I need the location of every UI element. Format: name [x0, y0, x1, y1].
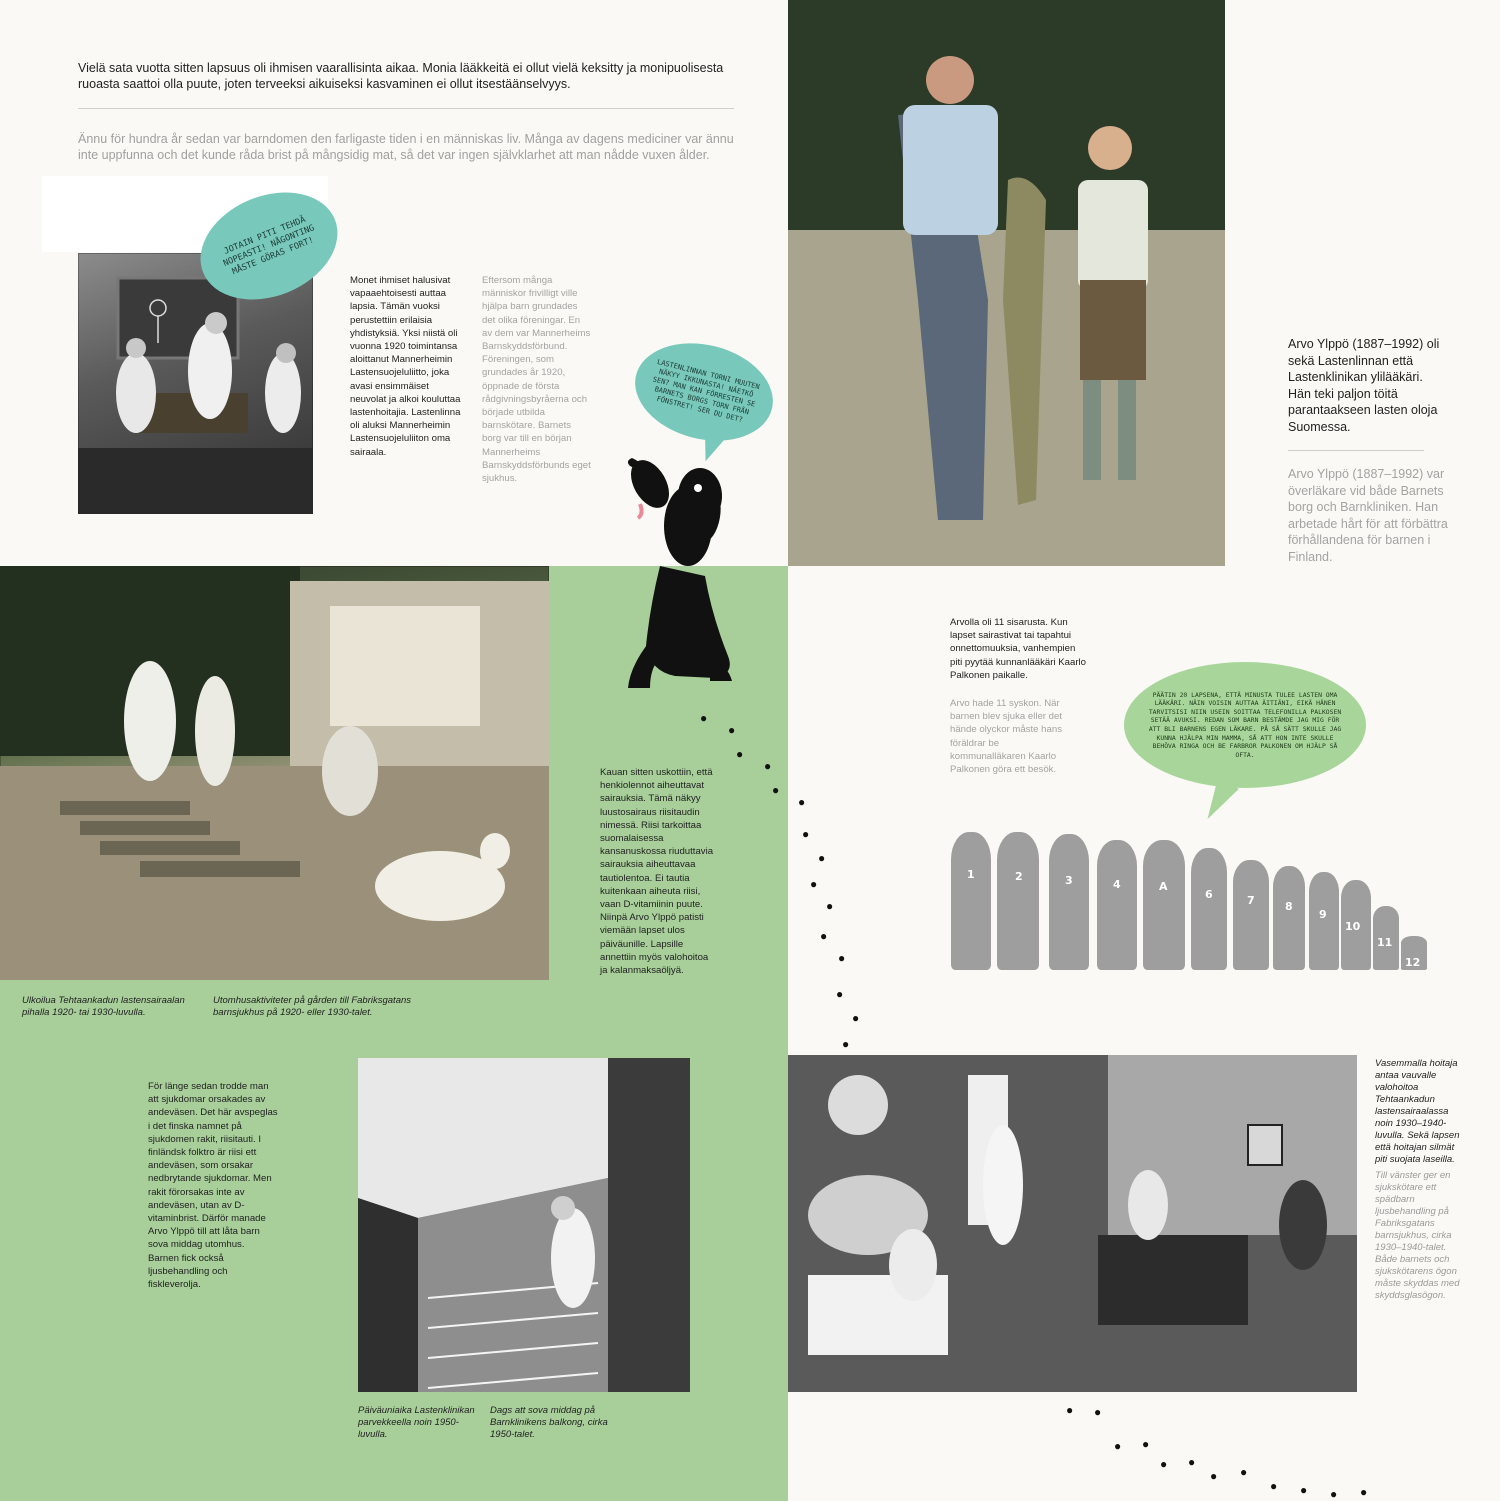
- paw-print-icon: ●: [1270, 1479, 1278, 1493]
- paw-print-icon: ●: [1094, 1405, 1102, 1419]
- sibling-number-4: 4: [1113, 878, 1121, 891]
- balcony-caption-fi: Päiväuniaika Lastenklinikan parvekkeella noin 1950-luvulla.: [358, 1405, 475, 1440]
- sibling-number-7: 7: [1247, 894, 1255, 907]
- sibling-number-10: 10: [1345, 920, 1361, 933]
- paw-print-icon: ●: [838, 951, 846, 965]
- paw-print-icon: ●: [772, 783, 780, 797]
- paw-print-icon: ●: [818, 851, 826, 865]
- paw-print-icon: ●: [798, 795, 806, 809]
- siblings-text-sv: Arvo hade 11 syskon. När barnen blev sjuka eller det hände olyckor måste hans föräldrar be kommunalläkaren Kaarlo Palkonen göra ett besök.: [950, 698, 1062, 776]
- sibling-number-6: 6: [1205, 888, 1213, 901]
- speech-bubble-teacher-text: JOTAIN PITI TEHDÄ NOPEASTI! NÅGONTING MÅSTE GÖRAS FORT!: [221, 214, 316, 277]
- paw-print-icon: ●: [1066, 1403, 1074, 1417]
- light-treatment-caption-fi: Vasemmalla hoitaja antaa vauvalle valohoitoa Tehtaankadun lastensairaalassa noin 1930–1940-luvulla. Sekä lapsen että hoitajan silmät piti suojata laseilla.: [1375, 1058, 1460, 1165]
- paw-print-icon: ●: [1360, 1485, 1368, 1499]
- sibling-number-3: 3: [1065, 874, 1073, 887]
- rickets-text-fi: Kauan sitten uskottiin, että henkiolennot aiheuttavat sairauksia. Tämä näkyy luustosairaus riisitaudin nimessä. Riisi tarkoittaa suomalaisessa kansanuskossa riuduttavia sairauksia aiheuttavaa tautiolentoa. Ei tautia kuitenkaan aiheuta riisi, vaan D-vitamiinin puute. Niinpä Arvo Ylppö patisti viemään lapset ulos päiväunille. Lapsille annettiin myös valohoitoa ja kalanmaksaöljyä.: [600, 767, 714, 977]
- paw-print-icon: ●: [1142, 1437, 1150, 1451]
- outdoor-caption-sv: Utomhusaktiviteter på gården till Fabriksgatans barnsjukhus på 1920- eller 1930-talet.: [213, 995, 412, 1018]
- intro-text-sv: Ännu för hundra år sedan var barndomen den farligaste tiden i en människas liv. Många av dagens mediciner var ännu inte uppfunna och det kunde råda brist på mångsidig mat, så det var ingen självklarhet att man nådde vuxen ålder.: [78, 132, 734, 162]
- sibling-number-9: 9: [1319, 908, 1327, 921]
- paw-print-icon: ●: [836, 987, 844, 1001]
- sibling-number-11: 11: [1377, 936, 1393, 949]
- paw-print-icon: ●: [1300, 1483, 1308, 1497]
- sibling-number-a: A: [1159, 880, 1168, 893]
- paw-print-icon: ●: [852, 1011, 860, 1025]
- paw-print-icon: ●: [728, 723, 736, 737]
- mannerheim-text-fi: Monet ihmiset halusivat vapaaehtoisesti auttaa lapsia. Tämän vuoksi perustettiin erilaisia yhdistyksiä. Yksi niistä oli vuonna 1920 toimintansa aloittanut Mannerheimin Lastensuojeluliitto, joka avasi ensimmäiset neuvolat ja alkoi kouluttaa lastenhoitajia. Lastenlinna oli aluksi Mannerheimin Lastensuojeluliiton oma sairaala.: [350, 275, 461, 458]
- paw-print-icon: ●: [1188, 1455, 1196, 1469]
- paw-print-icon: ●: [802, 827, 810, 841]
- paw-print-icon: ●: [736, 747, 744, 761]
- sibling-number-8: 8: [1285, 900, 1293, 913]
- ylppo-text-sv: Arvo Ylppö (1887–1992) var överläkare vid både Barnets borg och Barnkliniken. Han arbetade hårt för att förbättra förhållandena för barnen i Finland.: [1288, 467, 1448, 564]
- paw-print-icon: ●: [764, 759, 772, 773]
- paw-print-icon: ●: [1114, 1439, 1122, 1453]
- sibling-number-12: 12: [1405, 956, 1421, 969]
- paw-print-icon: ●: [810, 877, 818, 891]
- outdoor-caption-fi: Ulkoilua Tehtaankadun lastensairaalan pihalla 1920- tai 1930-luvulla.: [22, 995, 185, 1018]
- rickets-text-sv: För länge sedan trodde man att sjukdomar orsakades av andeväsen. Det här avspeglas i det finska namnet på sjukdomen rakit, riisitauti. I finländsk folktro är riisi ett andeväsen, som orsakar nedbrytande sjukdomar. Men rakit förorsakas inte av andeväsen, utan av D-vitaminbrist. Därför manade Arvo Ylppö till att låta barn sova middag utomhus. Barnen fick också ljusbehandling och fiskleverolja.: [148, 1081, 278, 1291]
- balcony-caption-sv: Dags att sova middag på Barnklinikens balkong, cirka 1950-talet.: [490, 1405, 608, 1440]
- paw-print-icon: ●: [700, 711, 708, 725]
- siblings-text-fi: Arvolla oli 11 sisarusta. Kun lapset sairastivat tai tapahtui onnettomuuksia, vanhempien piti pyytää kunnanlääkäri Kaarlo Palkonen paikalle.: [950, 617, 1086, 681]
- paw-print-icon: ●: [1330, 1487, 1338, 1501]
- paw-print-icon: ●: [1240, 1465, 1248, 1479]
- light-treatment-caption-sv: Till vänster ger en sjukskötare ett spädbarn ljusbehandling på Fabriksgatans barnsjukhus, cirka 1930–1940-talet. Både barnets och sjukskötarens ögon måste skyddas med skyddsglasögon.: [1375, 1170, 1460, 1301]
- ylppo-text-fi: Arvo Ylppö (1887–1992) oli sekä Lastenlinnan että Lastenklinikan ylilääkäri. Hän teki paljon töitä parantaakseen lasten oloja Suomessa.: [1288, 337, 1440, 434]
- paw-print-icon: ●: [1210, 1469, 1218, 1483]
- sibling-number-2: 2: [1015, 870, 1023, 883]
- speech-bubble-ylppo-text: PÄÄTIN 20 LAPSENA, ETTÄ MINUSTA TULEE LASTEN OMA LÄÄKÄRI. NÄIN VOISIN AUTTAA ÄITIÄNI, EIKÄ HÄNEN TARVITSISI NIIN USEIN SOITTAA TELEFONILLA PALKOSEN SETÄÄ AVUKSI. REDAN SOM BARN BESTÄMDE JAG MIG FÖR ATT BLI BARNENS EGEN LÄKARE. PÅ SÅ SÄTT SKULLE JAG KUNNA HJÄLPA MIN MAMMA, SÅ ATT HON INTE SKULLE BEHÖVA RINGA OCH BE FARBROR PALKONEN OM HJÄLP SÅ OFTA.: [1148, 690, 1342, 759]
- paw-print-icon: ●: [1160, 1457, 1168, 1471]
- intro-text-fi: Vielä sata vuotta sitten lapsuus oli ihmisen vaarallisinta aikaa. Monia lääkkeitä ei ollut vielä keksitty ja monipuolisesta ruoasta saattoi olla puute, joten terveeksi aikuiseksi kasvaminen ei ollut itsestäänselvyys.: [78, 61, 724, 91]
- sibling-number-1: 1: [967, 868, 975, 881]
- paw-print-icon: ●: [820, 929, 828, 943]
- paw-print-icon: ●: [826, 899, 834, 913]
- speech-bubble-dog-text: LASTENLINNAN TORNI MUUTEN NÄKYY IKKUNASTA! NÄETKÖ SEN? MAN KAN FÖRRESTEN SE BARNETS BORGS TORN FRÅN FÖNSTRET! SER DU DET?: [652, 357, 761, 424]
- paw-print-icon: ●: [842, 1037, 850, 1051]
- mannerheim-text-sv: Eftersom många människor frivilligt ville hjälpa barn grundades det olika föreningar. En av dem var Mannerheims Barnskyddsförbund. Föreningen, som grundades år 1920, öppnade de första rådgivningsbyråerna och började utbilda barnskötare. Barnets borg var till en början Mannerheims Barnskyddsförbunds eget sjukhus.: [482, 275, 591, 485]
